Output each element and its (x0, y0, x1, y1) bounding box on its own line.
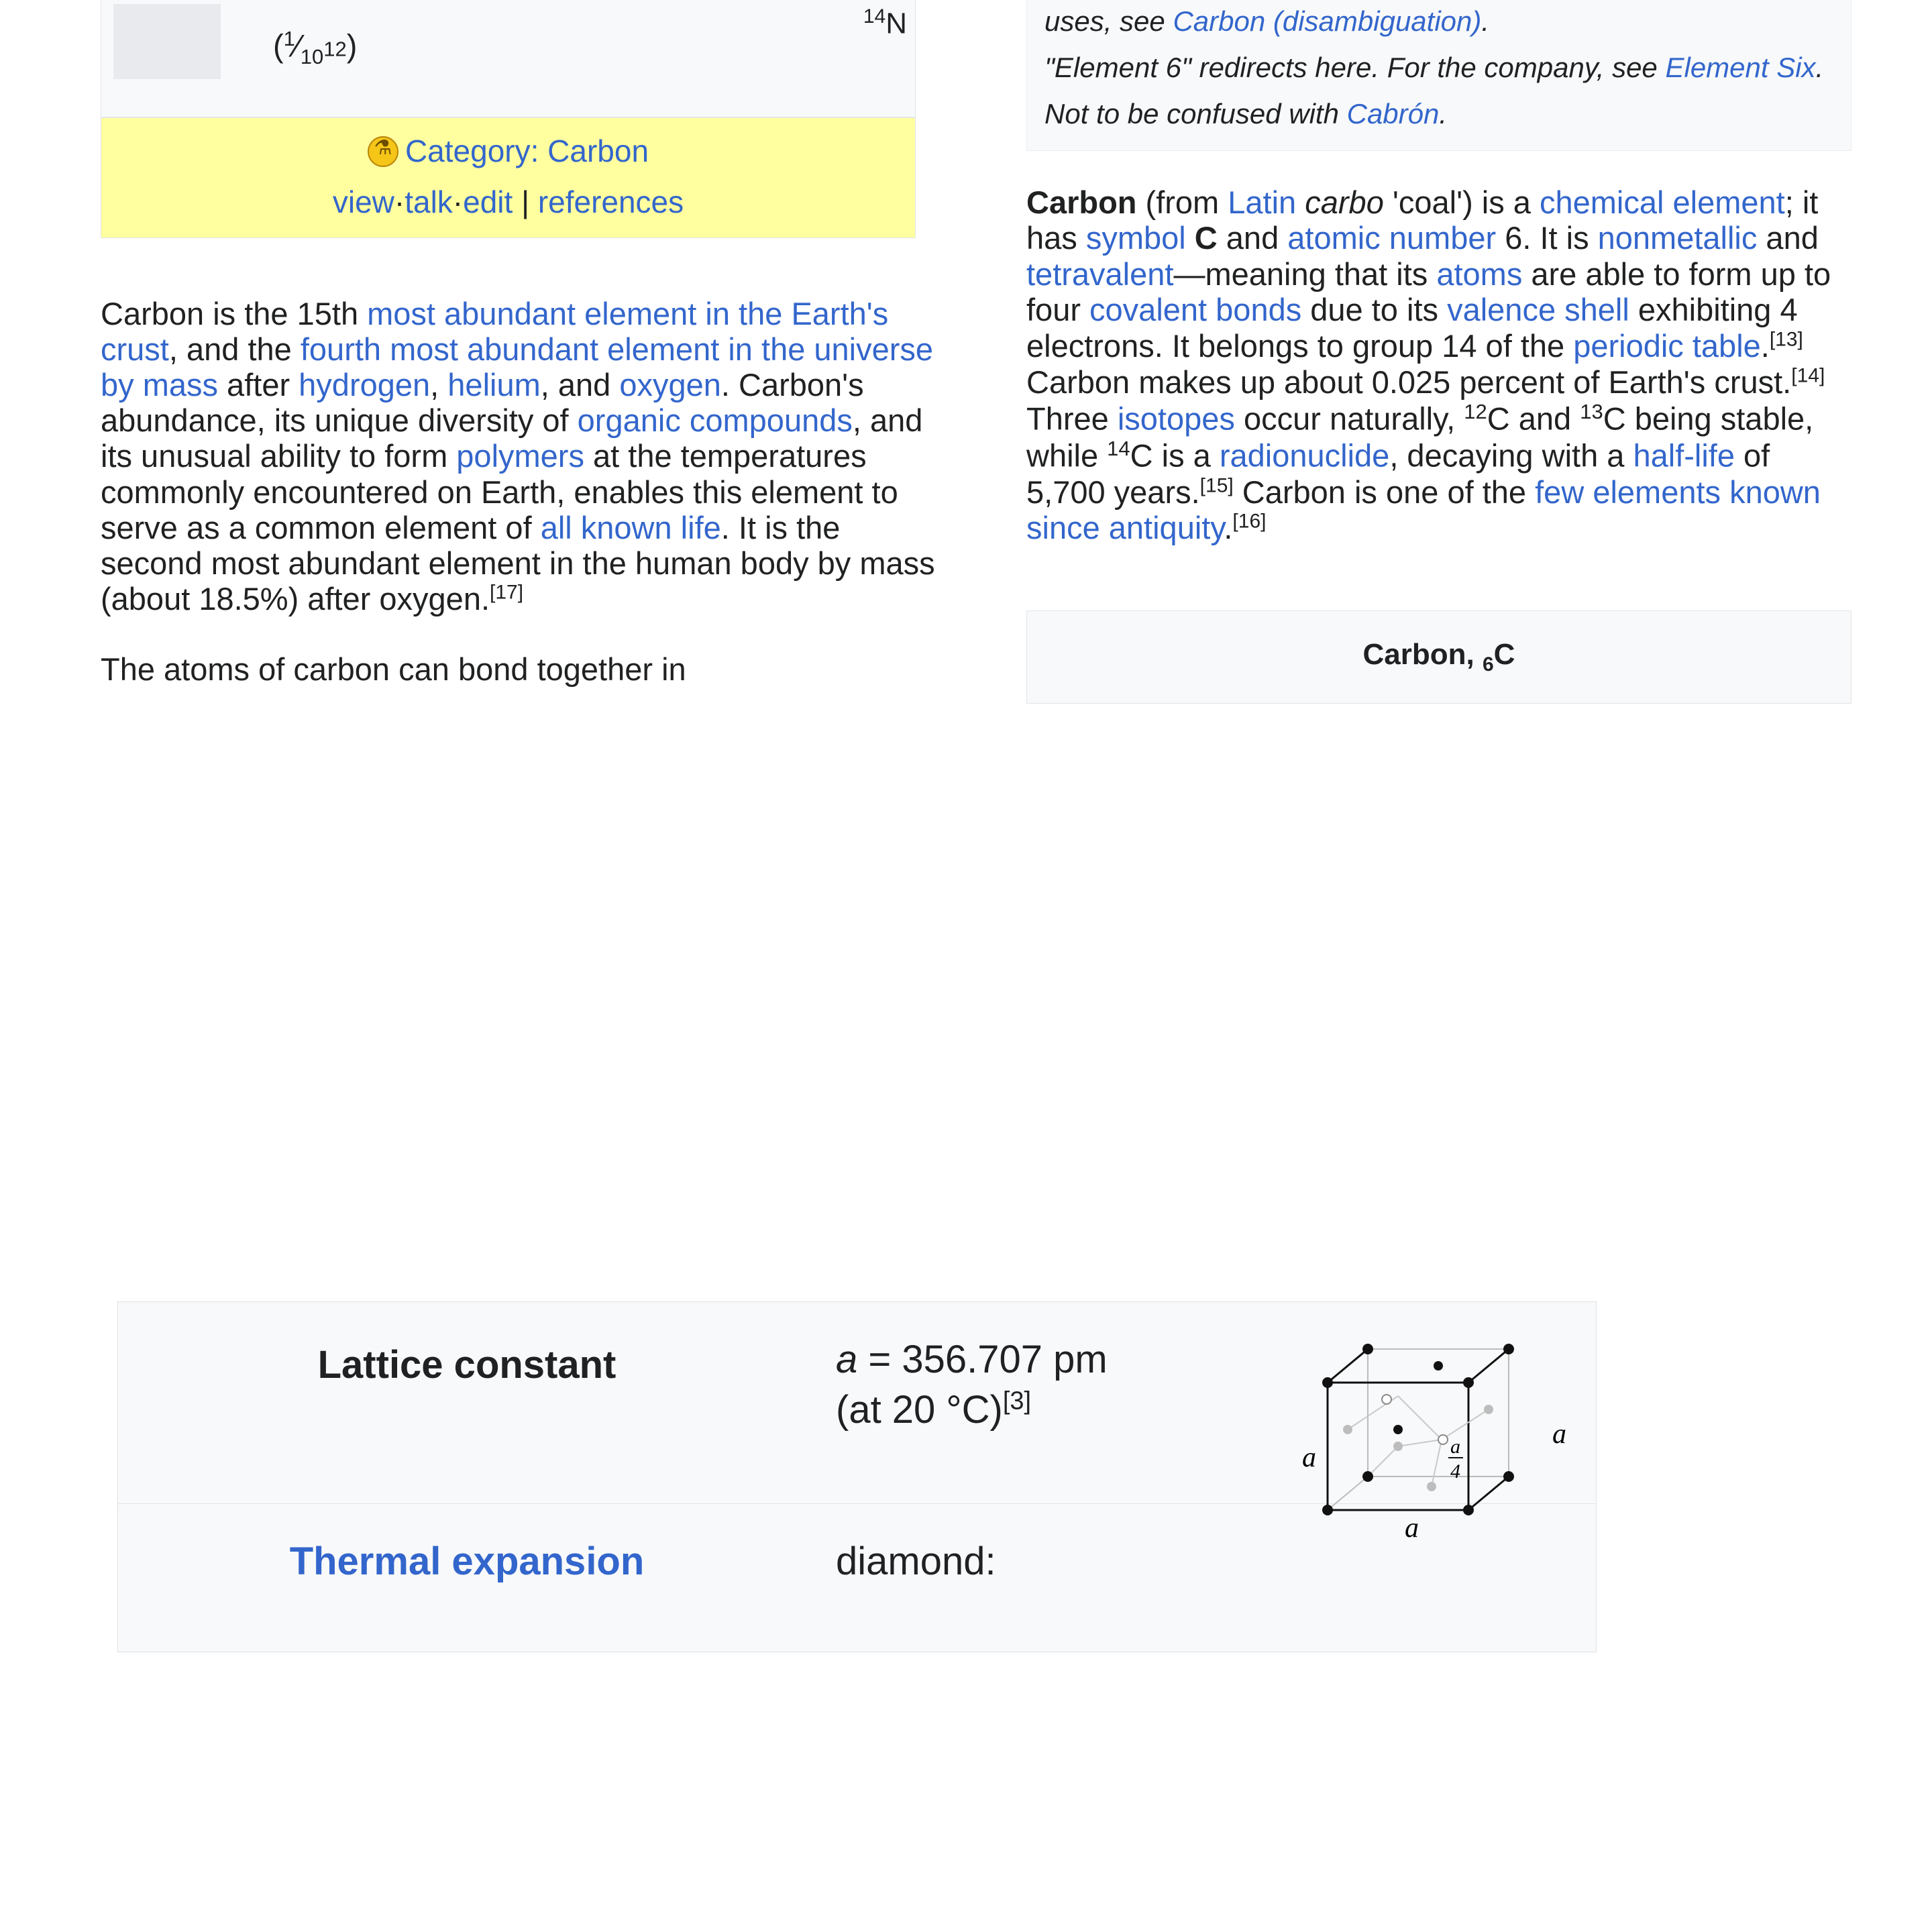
link-chemical-element[interactable]: chemical element (1539, 184, 1785, 220)
category-box (101, 117, 916, 238)
link-polymers[interactable]: polymers (456, 438, 584, 474)
link-covalent-bonds[interactable]: covalent bonds (1089, 292, 1302, 328)
chemistry-flask-icon (368, 136, 398, 167)
category-actions (101, 184, 915, 220)
paragraph-abundance: Carbon is the 15th most abundant element in the Earth's crust, and the fourth most abundant element in the universe by mass after hydrogen, helium, and oxygen. Carbon's abundance, its unique diversity of organic compounds, and its unusual ability to form polymers at the temperatures commonly encountered on Earth, enables this element to serve as a common element of all known life. It is the second most abundant element in the human body by mass (about 18.5%) after oxygen.[17] (101, 296, 935, 616)
link-organic-compounds[interactable]: organic compounds (577, 402, 853, 439)
carbon-infobox-header (1026, 610, 1851, 704)
isotope-swatch (113, 4, 221, 79)
reference-17[interactable]: [17] (490, 581, 524, 604)
svg-text:a: a (1552, 1419, 1566, 1450)
separator-dot-2: · (452, 184, 464, 219)
link-valence-shell[interactable]: valence shell (1447, 292, 1629, 328)
row-value-lattice-constant: a = 356.707 pm (at 20 °C)[3] a a a a 4 (816, 1302, 1596, 1503)
talk-link[interactable]: talk (405, 184, 453, 219)
view-link[interactable]: view (332, 184, 394, 219)
link-few-elements-known-since-antiquity[interactable]: few elements known since antiquity (1026, 474, 1821, 546)
link-helium[interactable]: helium (447, 367, 541, 403)
lattice-constant-condition: (at 20 °C) (836, 1388, 1003, 1432)
hatnote-3: Not to be confused with Cabrón. (1044, 98, 1448, 130)
reference-14[interactable]: [14] (1791, 364, 1825, 386)
hatnote-2: "Element 6" redirects here. For the company, see Element Six. (1044, 52, 1824, 84)
link-half-life[interactable]: half-life (1633, 438, 1735, 474)
separator-pipe: | (513, 184, 538, 219)
reference-15[interactable]: [15] (1199, 474, 1234, 496)
category-line (101, 133, 915, 169)
link-carbon-disambiguation[interactable]: Carbon (disambiguation) (1173, 5, 1482, 37)
link-nonmetallic[interactable]: nonmetallic (1597, 220, 1758, 256)
right-column (1026, 0, 1878, 704)
left-body-text (101, 296, 936, 687)
link-periodic-table[interactable]: periodic table (1573, 328, 1761, 364)
link-radionuclide[interactable]: radionuclide (1219, 438, 1390, 474)
hatnote-1: uses, see Carbon (disambiguation). (1044, 5, 1490, 37)
link-all-known-life[interactable]: all known life (540, 509, 721, 545)
reference-13[interactable]: [13] (1769, 328, 1803, 351)
row-label-thermal-expansion[interactable]: Thermal expansion (289, 1540, 645, 1583)
svg-text:a: a (1450, 1436, 1460, 1458)
isotope-fraction: $(^1⁄_{10^{12}})$ (273, 27, 358, 69)
isotope-daughter-label: $^{14}$N (863, 5, 907, 40)
table-row (118, 1302, 1596, 1544)
references-link[interactable]: references (537, 184, 684, 219)
isotope-row (101, 0, 915, 117)
row-value-thermal-expansion: diamond: (836, 1540, 996, 1583)
link-tetravalent[interactable]: tetravalent (1026, 256, 1174, 292)
property-table (117, 1301, 1597, 1652)
link-latin[interactable]: Latin (1228, 184, 1297, 220)
link-hydrogen[interactable]: hydrogen (299, 367, 431, 403)
paragraph-bonding: The atoms of carbon can bond together in (101, 651, 686, 687)
svg-text:a: a (1405, 1513, 1419, 1544)
link-isotopes[interactable]: isotopes (1117, 400, 1235, 437)
link-oxygen[interactable]: oxygen (619, 367, 721, 403)
link-symbol[interactable]: symbol (1085, 220, 1186, 256)
svg-text:a: a (1302, 1442, 1316, 1473)
row-label-lattice-constant: Lattice constant (317, 1343, 616, 1387)
edit-link[interactable]: edit (463, 184, 513, 219)
left-column (101, 0, 949, 722)
link-fourth-most-abundant[interactable]: fourth most abundant element in the universe by mass (101, 331, 934, 403)
link-most-abundant-element[interactable]: most abundant element in the Earth's crust (101, 296, 889, 368)
lattice-constant-value: 356.707 pm (902, 1338, 1108, 1381)
infobox-isotope-tail (101, 0, 916, 117)
separator-dot-1: · (394, 184, 405, 219)
reference-16[interactable]: [16] (1232, 510, 1267, 533)
link-cabron[interactable]: Cabrón (1346, 98, 1440, 130)
lead-paragraph: Carbon (from Latin carbo 'coal') is a chemical element; it has symbol C and atomic number 6. It is nonmetallic and tetravalent—meaning that its atoms are able to form up to four covalent bonds due to its valence shell exhibiting 4 electrons. It belongs to group 14 of the periodic table.[13] Carbon makes up about 0.025 percent of Earth's crust.[14] Three isotopes occur naturally, $^{12}$C and $^{13}$C being stable, while $^{14}$C is a radionuclide, decaying with a half-life of 5,700 years.[15] Carbon is one of the few elements known since antiquity.[16] (1026, 184, 1831, 546)
reference-3[interactable]: [3] (1002, 1387, 1032, 1416)
hatnote-block (1026, 0, 1851, 151)
carbon-infobox-title: Carbon, $_6$C (1362, 637, 1515, 676)
category-link[interactable]: Category: Carbon (405, 133, 649, 168)
link-atomic-number[interactable]: atomic number (1287, 220, 1497, 256)
link-atoms[interactable]: atoms (1436, 256, 1523, 292)
table-row (118, 1504, 1596, 1652)
svg-text:4: 4 (1450, 1460, 1460, 1483)
link-element-six[interactable]: Element Six (1665, 52, 1816, 84)
lead-subject: Carbon (1026, 184, 1137, 220)
